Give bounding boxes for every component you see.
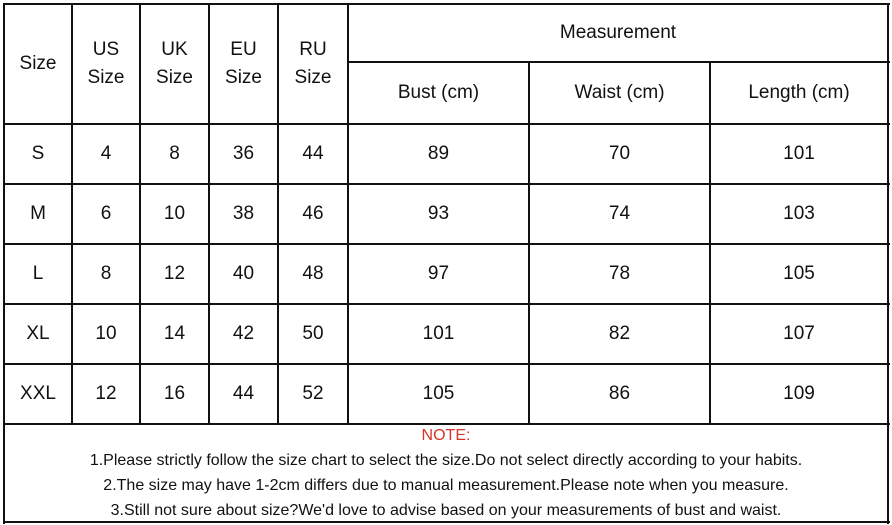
header-size: Size [19, 53, 57, 74]
row-divider [3, 243, 890, 245]
cell-waist: 74 [608, 203, 631, 224]
header-divider [348, 61, 890, 63]
cell-ru: 52 [302, 383, 324, 404]
row-divider [3, 303, 890, 305]
cell-us: 6 [100, 203, 112, 224]
header-uk-label: UK [161, 39, 188, 60]
note-line-3: 3.Still not sure about size?We'd love to advise based on your measurements of bust and waist. [110, 502, 782, 519]
cell-ru: 50 [302, 323, 324, 344]
header-uk-size [140, 4, 209, 124]
cell-bust: 97 [427, 263, 450, 284]
cell-size: S [31, 143, 45, 164]
table-border-right [887, 3, 889, 524]
cell-uk: 8 [169, 143, 180, 164]
cell-size: L [32, 263, 44, 284]
column-divider [71, 4, 73, 425]
row-divider [3, 363, 890, 365]
header-eu-size [209, 4, 278, 124]
header-us-label: US [92, 39, 120, 60]
cell-waist: 82 [608, 323, 631, 344]
cell-eu: 38 [232, 203, 255, 224]
cell-bust: 105 [422, 383, 455, 404]
cell-eu: 44 [232, 383, 255, 404]
table-border-bottom [3, 521, 890, 523]
cell-bust: 101 [422, 323, 455, 344]
header-us-sub: Size [87, 67, 125, 88]
row-divider [3, 183, 890, 185]
cell-bust: 93 [427, 203, 450, 224]
cell-size: M [30, 203, 46, 224]
cell-us: 8 [100, 263, 112, 284]
cell-waist: 70 [608, 143, 631, 164]
header-waist: Waist (cm) [574, 82, 665, 103]
cell-us: 12 [95, 383, 117, 404]
cell-size: XXL [20, 383, 56, 404]
cell-waist: 86 [608, 383, 631, 404]
column-divider [709, 62, 711, 425]
cell-ru: 48 [302, 263, 324, 284]
header-length: Length (cm) [748, 82, 850, 103]
header-ru-sub: Size [294, 67, 332, 88]
note-title: NOTE: [421, 427, 471, 444]
header-us-size [72, 4, 140, 124]
header-measurement: Measurement [559, 22, 677, 43]
cell-eu: 36 [232, 143, 255, 164]
row-divider [3, 123, 890, 125]
cell-length: 109 [783, 383, 815, 404]
header-uk-sub: Size [156, 67, 193, 88]
column-divider [208, 4, 210, 425]
cell-eu: 40 [232, 263, 255, 284]
cell-uk: 14 [163, 323, 186, 344]
cell-size: XL [26, 323, 50, 344]
cell-ru: 46 [302, 203, 324, 224]
cell-uk: 12 [163, 263, 186, 284]
cell-us: 4 [100, 143, 112, 164]
cell-waist: 78 [608, 263, 631, 284]
table-border-top [3, 3, 890, 5]
header-ru-size [278, 4, 348, 124]
note-line-2: 2.The size may have 1-2cm differs due to manual measurement.Please note when you measure. [103, 477, 789, 494]
notes-section [4, 424, 888, 521]
cell-length: 103 [783, 203, 815, 224]
cell-eu: 42 [232, 323, 255, 344]
cell-length: 107 [783, 323, 815, 344]
cell-bust: 89 [427, 143, 450, 164]
table-border-left [3, 3, 5, 524]
header-eu-label: EU [230, 39, 257, 60]
header-bust: Bust (cm) [397, 82, 480, 103]
column-divider [139, 4, 141, 425]
header-ru-label: RU [299, 39, 327, 60]
header-eu-sub: Size [225, 67, 262, 88]
cell-length: 105 [783, 263, 815, 284]
column-divider [277, 4, 279, 425]
cell-length: 101 [783, 143, 815, 164]
cell-ru: 44 [302, 143, 324, 164]
column-divider [528, 62, 530, 425]
note-line-1: 1.Please strictly follow the size chart to select the size.Do not select directly according to your habits. [89, 452, 803, 469]
cell-us: 10 [95, 323, 117, 344]
cell-uk: 10 [163, 203, 186, 224]
column-divider [347, 4, 349, 425]
cell-uk: 16 [163, 383, 186, 404]
row-divider [3, 423, 890, 425]
